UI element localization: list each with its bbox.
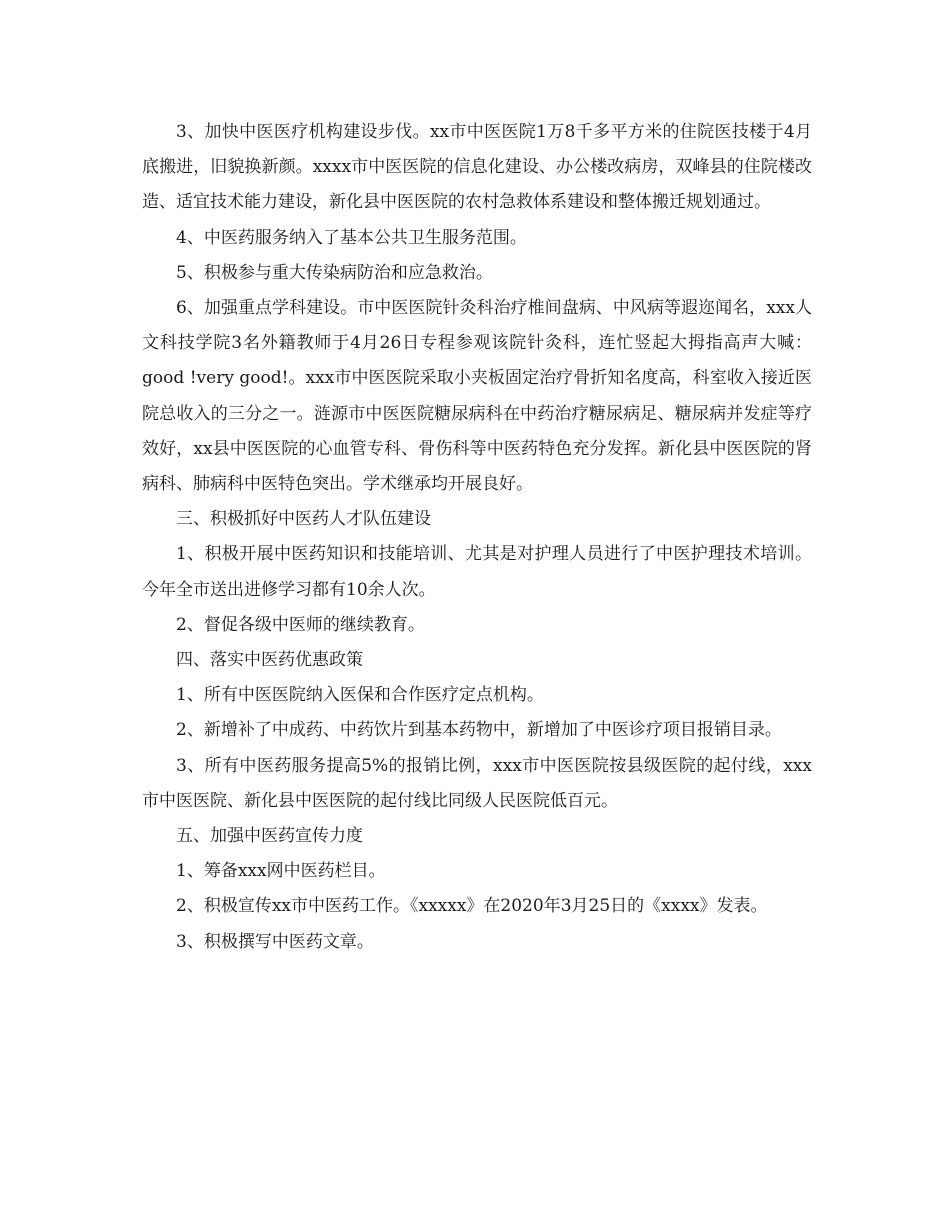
section-heading: 五、加强中医药宣传力度 (176, 826, 363, 847)
section-heading: 三、积极抓好中医药人才队伍建设 (176, 509, 431, 530)
paragraph: 3、积极撰写中医药文章。 (176, 931, 374, 952)
paragraph: 2、督促各级中医师的继续教育。 (176, 614, 425, 635)
paragraph: 2、新增补了中成药、中药饮片到基本药物中，新增加了中医诊疗项目报销目录。 (176, 720, 782, 741)
paragraph: 3、加快中医医疗机构建设步伐。xx市中医医院1万8千多平方米的住院医技楼于4月底搬进，旧貌换新颜。xxxx市中医医院的信息化建设、办公楼改病房，双峰县的住院楼改造、适宜技术能力建设，新化县中医医院的农村急救体系建设和整体搬迁规划通过。 (142, 122, 812, 213)
paragraph: 1、积极开展中医药知识和技能培训、尤其是对护理人员进行了中医护理技术培训。今年全市送出进修学习都有10余人次。 (142, 544, 812, 600)
paragraph: 2、积极宣传xx市中医药工作。《xxxxx》在2020年3月25日的《xxxx》发表。 (176, 896, 768, 917)
paragraph: 5、积极参与重大传染病防治和应急救治。 (176, 262, 493, 283)
paragraph: 1、所有中医医院纳入医保和合作医疗定点机构。 (176, 685, 544, 706)
document-body (142, 115, 812, 960)
paragraph: 3、所有中医药服务提高5%的报销比例，xxx市中医医院按县级医院的起付线，xxx市中医医院、新化县中医医院的起付线比同级人民医院低百元。 (142, 755, 812, 811)
paragraph: 1、筹备xxx网中医药栏目。 (176, 861, 386, 882)
paragraph: 4、中医药服务纳入了基本公共卫生服务范围。 (176, 227, 527, 248)
paragraph: 6、加强重点学科建设。市中医医院针灸科治疗椎间盘病、中风病等遐迩闻名，xxx人文科技学院3名外籍教师于4月26日专程参观该院针灸科，连忙竖起大拇指高声大喊：good !very good!。xxx市中医医院采取小夹板固定治疗骨折知名度高，科室收入接近医院总收入的三分之一。涟源市中医医院糖尿病科在中药治疗糖尿病足、糖尿病并发症等疗效好，xx县中医医院的心血管专科、骨伤科等中医药特色充分发挥。新化县中医医院的肾病科、肺病科中医特色突出。学术继承均开展良好。 (142, 298, 812, 495)
section-heading: 四、落实中医药优惠政策 (176, 650, 363, 671)
